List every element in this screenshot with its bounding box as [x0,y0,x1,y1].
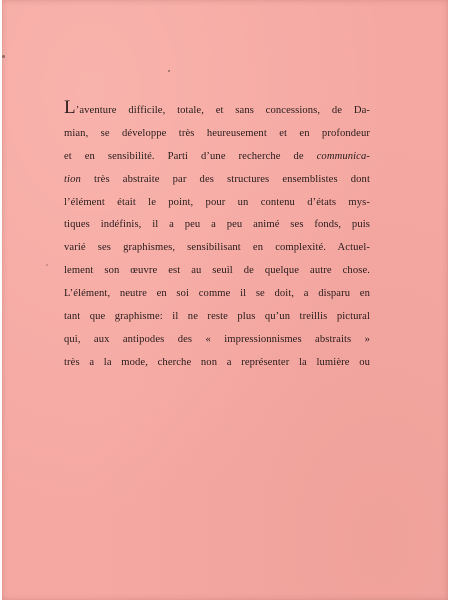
text-line [64,329,370,352]
text-line-content: et en sensibilité. Parti d’une recherche de [64,150,317,162]
paper-speck [46,264,48,266]
text-line [64,283,370,306]
body-paragraph [64,97,370,375]
text-line [64,306,370,329]
text-line [64,192,370,215]
text-line [64,352,370,375]
text-line-content: lement son œuvre est au seuil de quelque autre chose. [64,265,370,277]
text-line-content: l’élément était le point, pour un contenu d’états mys- [64,196,370,208]
text-line-content: varié ses graphismes, sensibilisant en complexité. Actuel- [64,242,370,254]
text-line-content: mian, se développe très heureusement et en profondeur [64,127,370,139]
text-line-content: qui, aux antipodes des « impressionnismes abstraits » [64,333,370,345]
paper-speck [2,55,5,58]
italic-text: communica- [316,150,370,162]
text-line [64,146,370,169]
text-line [64,237,370,260]
text-line [64,97,370,123]
text-line-content: tant que graphisme: il ne reste plus qu’un treillis pictural [64,311,370,323]
text-line [64,214,370,237]
text-line [64,260,370,283]
drop-cap: L [64,97,76,118]
text-line-content: tiques indéfinis, il a peu a peu animé ses fonds, puis [64,219,370,231]
italic-text: tion [64,173,81,185]
text-line-content: L’élément, neutre en soi comme il se doit, a disparu en [64,288,370,300]
text-line [64,123,370,146]
text-line [64,169,370,192]
text-line-content: très abstraite par des structures ensemblistes dont [80,173,370,185]
paper-speck [168,70,170,72]
text-line-content: ’aventure difficile, totale, et sans concessions, de Da- [75,105,370,116]
text-line-content: très a la mode, cherche non a représenter la lumière ou [64,356,370,368]
document-page [2,0,448,600]
